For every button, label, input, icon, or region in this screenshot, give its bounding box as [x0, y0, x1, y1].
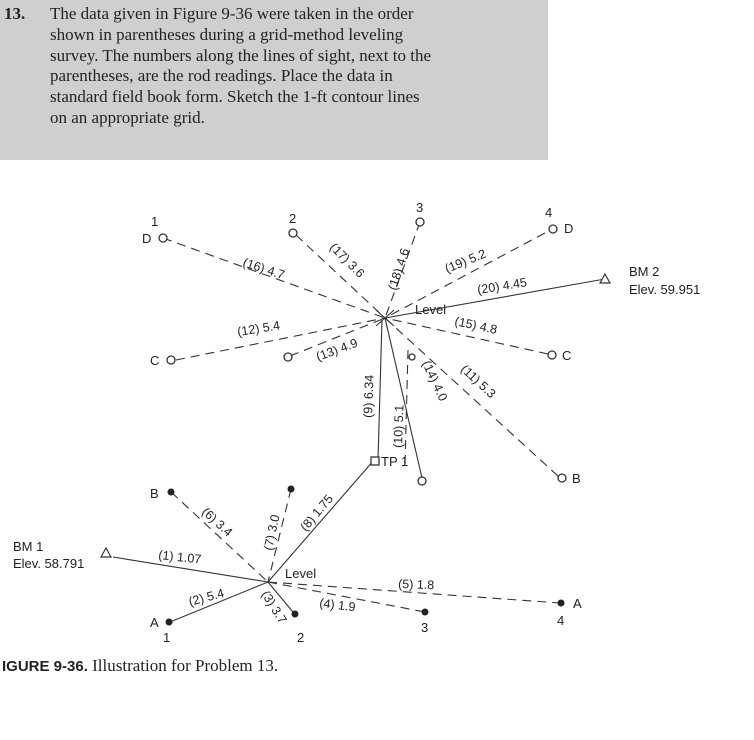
sight-line-8 — [268, 460, 374, 582]
lower-level-label: Level — [285, 566, 317, 581]
sight-line-11 — [385, 318, 558, 476]
reading-2: (2) 5.4 — [187, 586, 226, 609]
label-C-left: C — [150, 353, 160, 368]
figure-caption — [2, 656, 278, 676]
reading-19: (19) 5.2 — [442, 246, 489, 276]
reading-4: (4) 1.9 — [318, 596, 357, 615]
bm1-triangle — [101, 548, 111, 557]
point-D-right — [549, 225, 557, 233]
point-2-lower — [292, 611, 299, 618]
reading-6: (6) 3.4 — [198, 504, 236, 540]
label-bm1-elev: Elev. 58.791 — [13, 556, 85, 571]
label-2-lower: 2 — [297, 630, 305, 645]
label-D-left: D — [142, 231, 152, 246]
reading-3: (3) 3.7 — [258, 588, 290, 627]
label-A-right: A — [573, 596, 582, 611]
reading-17: (17) 3.6 — [326, 240, 368, 281]
label-4-bottom: 4 — [557, 613, 565, 628]
label-1-bottom: 1 — [163, 630, 171, 645]
label-B-left: B — [150, 486, 159, 501]
reading-14: (14) 4.0 — [419, 358, 451, 404]
point-2-upper — [289, 229, 297, 237]
problem-line: The data given in Figure 9-36 were taken in the order — [50, 4, 414, 23]
point-3-upper — [416, 218, 424, 226]
point-13-end — [284, 353, 292, 361]
rod-readings — [158, 240, 528, 626]
label-4-top: 4 — [545, 205, 553, 220]
bm2-triangle — [600, 274, 610, 283]
label-bm2-elev: Elev. 59.951 — [629, 282, 701, 297]
problem-line: on an appropriate grid. — [50, 107, 205, 127]
point-symbols — [101, 218, 610, 626]
tp1-symbol — [371, 457, 379, 465]
reading-15: (15) 4.8 — [453, 314, 499, 337]
label-3-upper: 3 — [416, 200, 424, 215]
reading-16: (16) 4.7 — [241, 255, 287, 283]
problem-line: parentheses, are the rod readings. Place the data in — [50, 66, 393, 86]
problem-number: 13. — [4, 4, 26, 23]
point-7-end — [288, 486, 295, 493]
label-2-upper: 2 — [289, 211, 297, 226]
point-B-right — [558, 474, 566, 482]
point-D-left — [159, 234, 167, 242]
point-3-lower — [422, 609, 429, 616]
problem-line: standard field book form. Sketch the 1-ft contour lines — [50, 87, 420, 107]
label-3-lower: 3 — [421, 620, 429, 635]
reading-1: (1) 1.07 — [157, 548, 203, 567]
upper-sight-lines — [163, 222, 605, 478]
label-bm1-name: BM 1 — [13, 539, 44, 554]
problem-line: shown in parentheses during a grid-method leveling — [50, 24, 404, 44]
leveling-diagram — [0, 170, 754, 655]
figure-caption-text: Illustration for Problem 13. — [92, 656, 279, 675]
reading-13: (13) 4.9 — [314, 335, 360, 364]
point-14-end — [418, 477, 426, 485]
label-C-right: C — [562, 348, 572, 363]
point-A-left — [166, 619, 173, 626]
problem-text — [50, 4, 540, 129]
point-10-mid — [409, 354, 415, 360]
reading-11: (11) 5.3 — [457, 361, 499, 401]
label-A-left: A — [150, 615, 159, 630]
reading-10: (10) 5.1 — [391, 404, 407, 449]
problem-line: survey. The numbers along the lines of sight, next to the — [50, 45, 432, 65]
reading-5: (5) 1.8 — [397, 577, 435, 593]
point-B-left — [168, 489, 175, 496]
figure-caption-label: IGURE 9-36. — [2, 658, 88, 675]
reading-8: (8) 1.75 — [297, 491, 336, 534]
problem-statement — [0, 0, 548, 160]
label-B-right: B — [572, 471, 581, 486]
label-D-right: D — [564, 221, 574, 236]
reading-9: (9) 6.34 — [361, 374, 377, 419]
reading-12: (12) 5.4 — [236, 318, 282, 339]
point-C-left — [167, 356, 175, 364]
label-bm2-name: BM 2 — [629, 264, 660, 279]
point-A-right — [558, 600, 565, 607]
reading-20: (20) 4.45 — [476, 275, 528, 297]
label-1-top: 1 — [151, 214, 159, 229]
upper-level-label: Level — [415, 302, 447, 317]
label-tp1: TP 1 — [381, 454, 409, 469]
reading-18: (18) 4.6 — [385, 246, 413, 292]
reading-7: (7) 3.0 — [261, 513, 283, 552]
sight-line-9 — [378, 320, 382, 460]
point-C-right — [548, 351, 556, 359]
